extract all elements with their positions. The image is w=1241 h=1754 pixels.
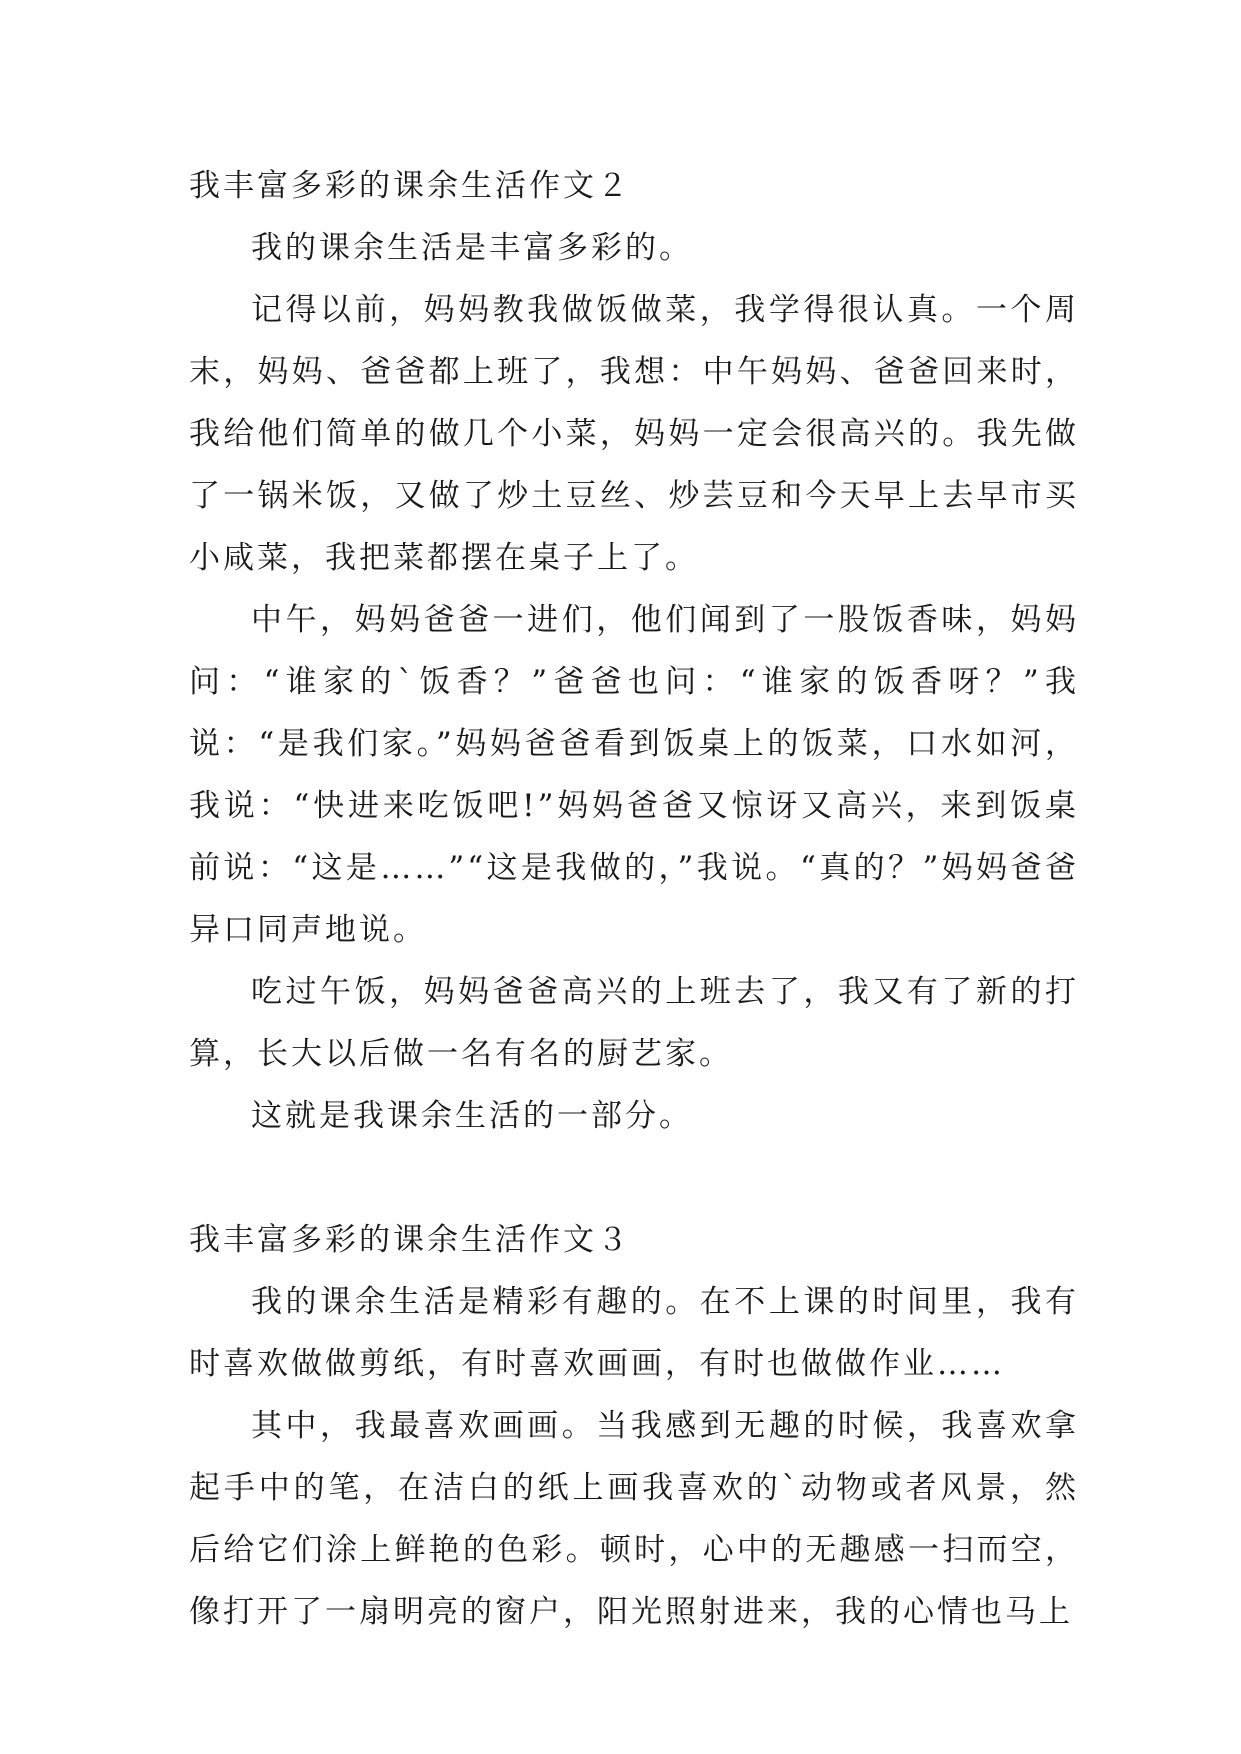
essay-title: 我丰富多彩的课余生活作文２ <box>189 168 631 204</box>
paragraph: 记得以前，妈妈教我做饭做菜，我学得很认真。一个周末，妈妈、爸爸都上班了，我想：中午妈妈、爸爸回来时，我给他们简单的做几个小菜，妈妈一定会很高兴的。我先做了一锅米饭，又做了炒土豆丝、炒芸豆和今天早上去早市买小咸菜，我把菜都摆在桌子上了。 <box>189 292 1079 576</box>
essay-section-2 <box>189 155 1079 1147</box>
document-body <box>189 155 1079 1643</box>
paragraph: 这就是我课余生活的一部分。 <box>251 1098 693 1134</box>
paragraph: 中午，妈妈爸爸一进们，他们闻到了一股饭香味，妈妈问：“谁家的`饭香？”爸爸也问：“谁家的饭香呀？”我说：“是我们家。”妈妈爸爸看到饭桌上的饭菜，口水如河，我说：“快进来吃饭吧!”妈妈爸爸又惊讶又高兴，来到饭桌前说：“这是……”“这是我做的，”我说。“真的？”妈妈爸爸异口同声地说。 <box>189 602 1079 948</box>
paragraph: 其中，我最喜欢画画。当我感到无趣的时候，我喜欢拿起手中的笔，在洁白的纸上画我喜欢的`动物或者风景，然后给它们涂上鲜艳的色彩。顿时，心中的无趣感一扫而空，像打开了一扇明亮的窗户，阳光照射进来，我的心情也马上 <box>189 1408 1079 1630</box>
paragraph: 我的课余生活是精彩有趣的。在不上课的时间里，我有时喜欢做做剪纸，有时喜欢画画，有时也做做作业…… <box>189 1284 1079 1382</box>
essay-section-3 <box>189 1209 1079 1643</box>
paragraph: 我的课余生活是丰富多彩的。 <box>251 230 693 266</box>
section-gap <box>189 1147 1079 1209</box>
paragraph: 吃过午饭，妈妈爸爸高兴的上班去了，我又有了新的打算，长大以后做一名有名的厨艺家。 <box>189 974 1079 1072</box>
essay-title: 我丰富多彩的课余生活作文３ <box>189 1222 631 1258</box>
